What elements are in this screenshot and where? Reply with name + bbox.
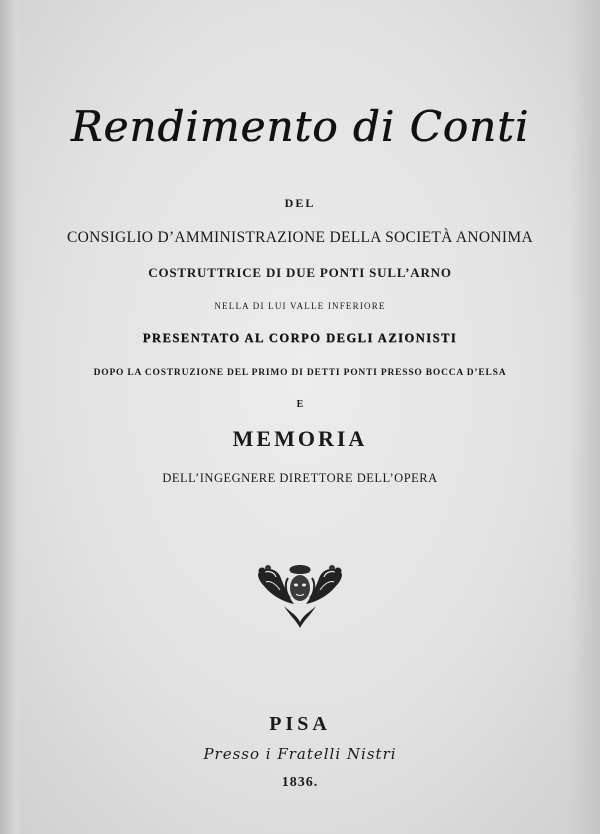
subtitle-conjunction: E (296, 399, 304, 410)
subtitle-ingegnere: DELL’INGEGNERE DIRETTORE DELL’OPERA (162, 471, 438, 485)
subtitle-del: DEL (284, 196, 316, 210)
cornucopia-mask-ornament-icon (254, 562, 346, 630)
subtitle-presentato: PRESENTATO AL CORPO DEGLI AZIONISTI (142, 331, 458, 345)
imprint-city: PISA (269, 713, 331, 735)
subtitle-consiglio: CONSIGLIO D’AMMINISTRAZIONE DELLA SOCIETÀ ANONIMA (67, 229, 533, 246)
subtitle-nella: NELLA DI LUI VALLE INFERIORE (214, 301, 386, 311)
imprint-year: 1836. (281, 775, 319, 790)
imprint-publisher: Presso i Fratelli Nistri (203, 745, 397, 763)
page-title: Rendimento di Conti (70, 102, 530, 151)
subtitle-costruttrice: COSTRUTTRICE DI DUE PONTI SULL’ARNO (148, 265, 452, 280)
subtitle-dopo: DOPO LA COSTRUZIONE DEL PRIMO DI DETTI PONTI PRESSO BOCCA D’ELSA (93, 368, 507, 378)
subtitle-memoria: MEMORIA (232, 426, 368, 451)
